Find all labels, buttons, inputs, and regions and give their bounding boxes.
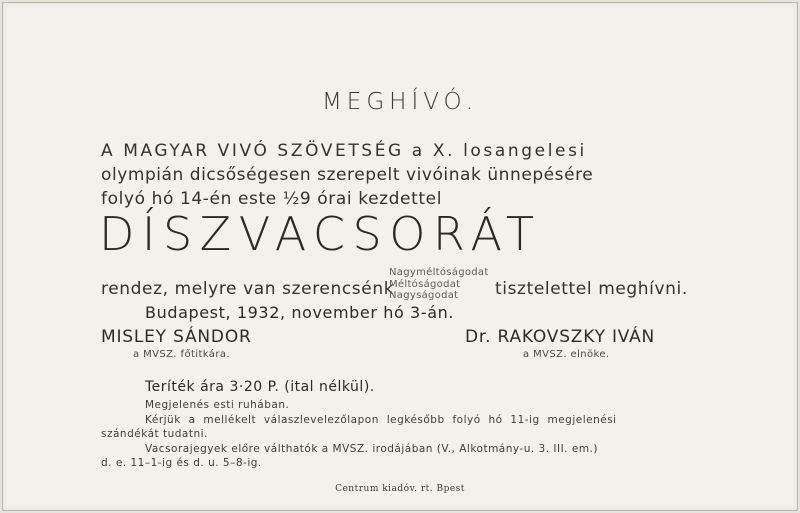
reply-note-line-2: szándékát tudatni. — [101, 428, 208, 440]
honorific-1: Nagyméltóságodat — [389, 267, 489, 278]
invitation-line-5-start: rendez, melyre van szerencsénk — [101, 279, 395, 299]
attire-note: Megjelenés esti ruhában. — [145, 399, 290, 411]
place-date: Budapest, 1932, november hó 3-án. — [145, 303, 455, 322]
printer-imprint: Centrum kiadóv. rt. Bpest — [335, 484, 465, 494]
honorific-3: Nagyságodat — [389, 290, 459, 301]
invitation-title: MEGHÍVÓ. — [321, 89, 479, 115]
signatory-1-name: MISLEY SÁNDOR — [101, 327, 252, 347]
invitation-line-5-end: tisztelettel meghívni. — [495, 279, 688, 299]
tickets-note-line-1: Vacsorajegyek előre válthatók a MVSZ. irodájában (V., Alkotmány-u. 3. III. em.) — [145, 443, 598, 455]
honorifics-stack — [389, 267, 489, 302]
invitation-headline: DÍSZVACSORÁT — [99, 207, 542, 261]
invitation-line-2: olympián dicsőségesen szerepelt vivóinak ünnepésére — [101, 165, 594, 185]
tickets-note-line-2: d. e. 11–1-ig és d. u. 5–8-ig. — [101, 457, 262, 469]
invitation-line-3: folyó hó 14-én este ½9 órai kezdettel — [101, 189, 443, 209]
signatory-2-name: Dr. RAKOVSZKY IVÁN — [465, 327, 656, 347]
reply-note-line-1: Kérjük a mellékelt válaszlevelezőlapon legkésőbb folyó hó 11-ig megjelenési — [145, 414, 617, 426]
invitation-card — [2, 2, 798, 511]
signatory-1-role: a MVSZ. főtitkára. — [133, 349, 230, 360]
signatory-2-role: a MVSZ. elnöke. — [523, 349, 610, 360]
price-note: Teríték ára 3·20 P. (ital nélkül). — [145, 379, 375, 395]
invitation-line-1: A MAGYAR VIVÓ SZÖVETSÉG a X. losangelesi — [101, 141, 587, 161]
honorific-2: Méltóságodat — [389, 278, 461, 290]
